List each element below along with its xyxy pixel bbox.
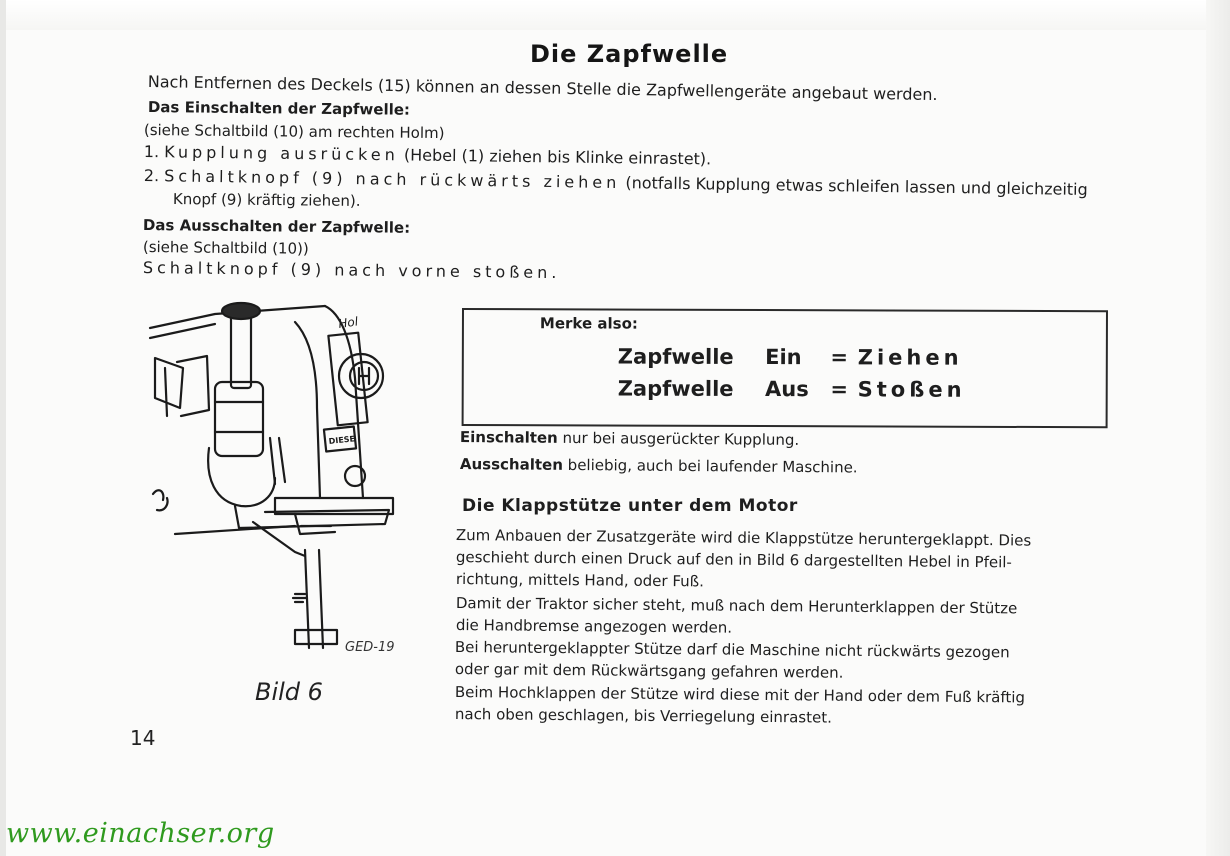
merke-row-aus-state: Aus (764, 377, 809, 402)
note-einschalten-label: Einschalten (459, 428, 558, 447)
note-ausschalten (460, 455, 858, 476)
merke-row-ein-action: Ziehen (857, 345, 963, 370)
engine-illustration (145, 298, 405, 668)
figure-code: GED-19 (345, 640, 395, 655)
note-ausschalten-label: Ausschalten (459, 455, 564, 474)
merke-title: Merke also: (539, 314, 638, 333)
figure-caption: Bild 6 (255, 678, 323, 706)
scan-edge-right (1206, 0, 1230, 856)
page-title: Die Zapfwelle (530, 40, 729, 68)
klappstuetze-line: oder gar mit dem Rückwärtsgang gefahren werden. (454, 660, 844, 682)
einschalten-step-1 (144, 142, 712, 168)
ausschalten-heading: Das Ausschalten der Zapfwelle: (142, 216, 411, 237)
note-einschalten-text: nur bei ausgerückter Kupplung. (562, 428, 800, 449)
klappstuetze-line: Beim Hochklappen der Stütze wird diese mit der Hand oder dem Fuß kräftig (454, 683, 1026, 707)
step-1-action: Kupplung ausrücken (164, 142, 399, 165)
ausschalten-note: (siehe Schaltbild (10)) (142, 238, 309, 258)
merke-row-aus-equals: = (830, 377, 848, 402)
step-1-detail: (Hebel (1) ziehen bis Klinke einrastet). (403, 145, 712, 169)
step-2-number: 2. (143, 166, 160, 186)
scan-edge-left (0, 0, 6, 856)
klappstuetze-line: Damit der Traktor sicher steht, muß nach dem Herunterklappen der Stütze (455, 594, 1018, 618)
ausschalten-action: Schaltknopf (9) nach vorne stoßen. (142, 258, 561, 283)
step-2-action: Schaltknopf (9) nach rückwärts ziehen (164, 166, 621, 193)
merke-row-ein (618, 345, 963, 370)
merke-box (462, 308, 1108, 428)
step-1-number: 1. (143, 142, 160, 162)
merke-row-ein-equals: = (830, 345, 849, 370)
page-number: 14 (130, 726, 156, 750)
einschalten-note: (siehe Schaltbild (10) am rechten Holm) (143, 121, 445, 143)
merke-row-aus-subject: Zapfwelle (617, 376, 734, 401)
klappstuetze-line: nach oben geschlagen, bis Verriegelung einrastet. (454, 705, 832, 727)
klappstuetze-line: geschieht durch einen Druck auf den in Bild 6 dargestellten Hebel in Pfeil- (455, 548, 1012, 572)
figure-badge-diesel: DIESE (328, 434, 356, 446)
klappstuetze-heading: Die Klappstütze unter dem Motor (462, 496, 798, 516)
step-2-continuation: Knopf (9) kräftig ziehen). (172, 190, 361, 210)
intro-paragraph: Nach Entfernen des Deckels (15) können an dessen Stelle die Zapfwellengeräte angebaut werden. (147, 72, 938, 105)
klappstuetze-line: die Handbremse angezogen werden. (455, 616, 733, 637)
merke-row-ein-subject: Zapfwelle (617, 344, 734, 369)
klappstuetze-line: Zum Anbauen der Zusatzgeräte wird die Klappstütze heruntergeklappt. Dies (455, 526, 1032, 550)
figure-badge-brand: Hol (337, 314, 359, 331)
merke-row-aus-action: Stoßen (857, 377, 966, 402)
note-ausschalten-text: beliebig, auch bei laufender Maschine. (567, 455, 858, 477)
website-watermark[interactable]: www.einachser.org (6, 818, 275, 849)
einschalten-heading: Das Einschalten der Zapfwelle: (147, 98, 411, 119)
scan-edge-top (0, 0, 1230, 30)
klappstuetze-line: richtung, mittels Hand, oder Fuß. (455, 570, 704, 591)
merke-row-aus (618, 377, 966, 402)
merke-row-ein-state: Ein (765, 345, 802, 370)
klappstuetze-line: Bei heruntergeklappter Stütze darf die Maschine nicht rückwärts gezogen (454, 638, 1010, 662)
note-einschalten (460, 428, 799, 449)
step-2-detail: (notfalls Kupplung etwas schleifen lassen und gleichzeitig (625, 173, 1088, 200)
